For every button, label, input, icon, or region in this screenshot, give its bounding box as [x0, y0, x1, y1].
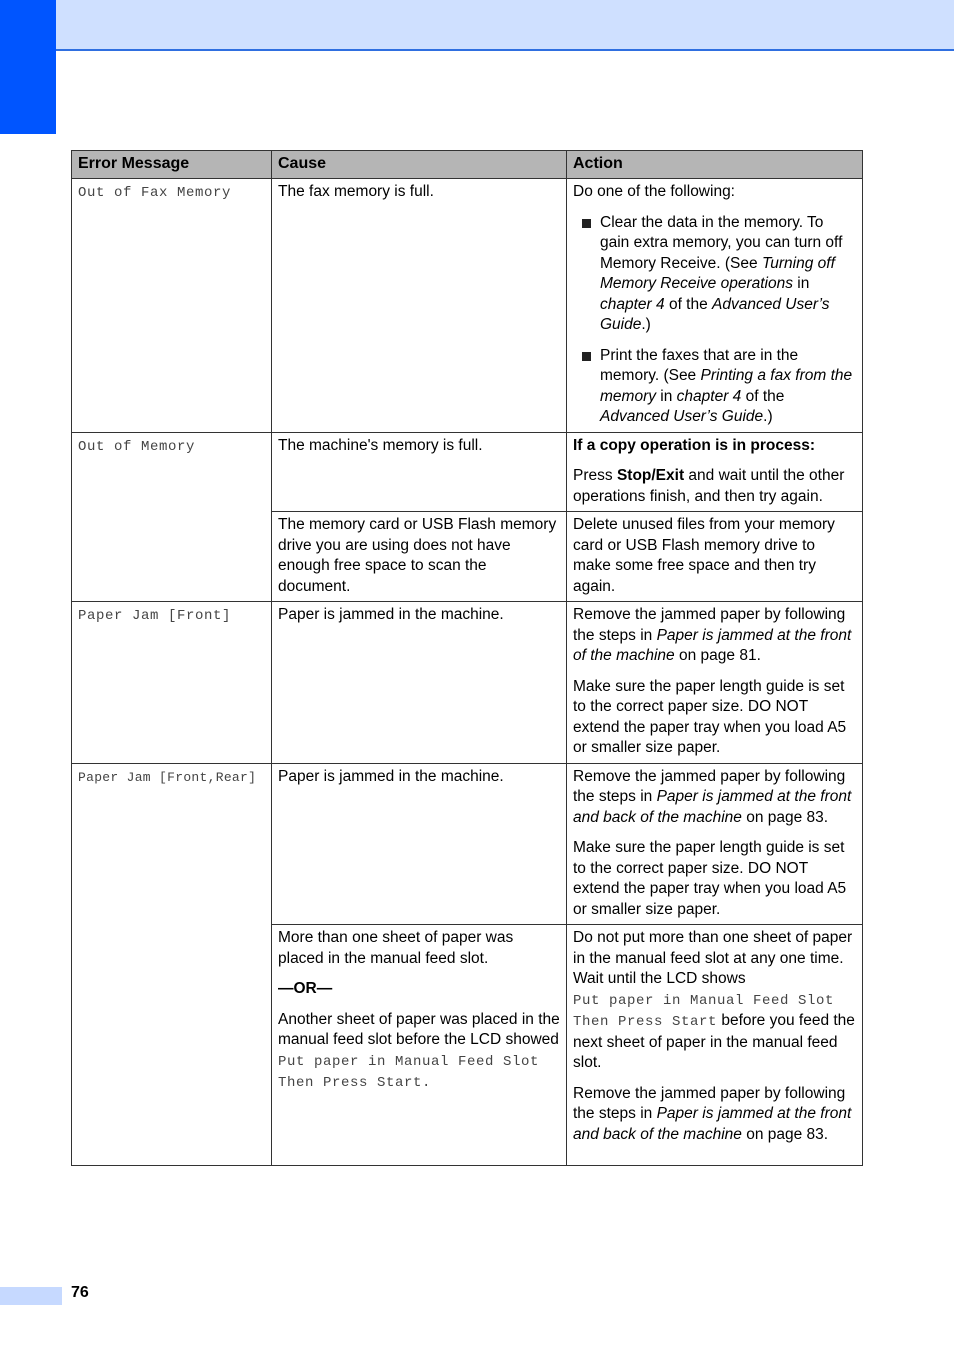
action-text: Remove the jammed paper by following the steps in Paper is jammed at the front and back of the machine on page 83.	[573, 767, 852, 826]
page-number: 76	[71, 1284, 89, 1301]
table-row	[72, 602, 863, 764]
or-separator: —OR—	[278, 980, 333, 997]
cause-cell	[272, 925, 567, 1166]
action-cell	[567, 925, 863, 1166]
reference-link-text: Printing a fax from the memory	[600, 367, 853, 405]
table-header-row	[72, 151, 863, 179]
action-text: Press Stop/Exit and wait until the other operations finish, and then try again.	[573, 467, 845, 505]
cause-text: Another sheet of paper was placed in the manual feed slot before the LCD showed Put paper in Manual Feed Slot Then Press Start.	[278, 1010, 560, 1091]
action-intro: Do one of the following:	[573, 183, 735, 200]
table-row	[72, 179, 863, 433]
cause-cell: Paper is jammed in the machine.	[272, 763, 567, 925]
lcd-message: Then Press Start.	[278, 1075, 432, 1091]
list-item: Print the faxes that are in the memory. (See Printing a fax from the memory in chapter 4 of the Advanced User’s Guide.)	[573, 346, 856, 428]
action-text: Do not put more than one sheet of paper in the manual feed slot at any one time. Wait until the LCD shows Put paper in Manual Feed Slot Then Press Start before you feed the next sheet of paper in the manual feed slot.	[573, 929, 855, 1071]
error-message-text: Paper Jam [Front,Rear]	[78, 769, 257, 785]
error-message-text: Paper Jam [Front]	[78, 608, 232, 624]
error-message-cell	[72, 179, 272, 433]
cause-cell: The memory card or USB Flash memory drive you are using does not have enough free space to scan the document.	[272, 512, 567, 602]
action-bullet-list	[573, 213, 856, 428]
cause-text: More than one sheet of paper was placed in the manual feed slot.	[278, 929, 514, 967]
table-row	[72, 432, 863, 512]
header-band	[0, 0, 954, 51]
error-message-text: Out of Fax Memory	[78, 185, 232, 201]
action-text: Remove the jammed paper by following the steps in Paper is jammed at the front of the machine on page 81.	[573, 606, 852, 664]
action-cell	[567, 432, 863, 512]
action-text: Make sure the paper length guide is set to the correct paper size. DO NOT extend the paper tray when you load A5 or smaller size paper.	[573, 677, 847, 756]
action-text: Remove the jammed paper by following the steps in Paper is jammed at the front and back of the machine on page 83.	[573, 1084, 852, 1143]
reference-link-text: Turning off Memory Receive operations	[600, 254, 835, 292]
action-cell	[567, 602, 863, 764]
lcd-message: Then Press Start	[573, 1014, 718, 1030]
action-cell: Delete unused files from your memory card or USB Flash memory drive to make some free space and then try again.	[567, 512, 863, 602]
cause-cell: The fax memory is full.	[272, 179, 567, 433]
header-error-message: Error Message	[72, 151, 272, 179]
lcd-message: Put paper in Manual Feed Slot	[573, 992, 835, 1009]
error-message-cell	[72, 602, 272, 764]
error-message-text: Out of Memory	[78, 438, 196, 455]
header-cause: Cause	[272, 151, 567, 179]
action-heading: If a copy operation is in process:	[573, 436, 816, 454]
action-cell	[567, 763, 863, 925]
reference-link-text: Paper is jammed at the front and back of the machine	[573, 1105, 852, 1143]
error-message-cell	[72, 763, 272, 1166]
header-action: Action	[567, 151, 863, 179]
chapter-tab	[0, 0, 56, 134]
lcd-message: Put paper in Manual Feed Slot	[278, 1053, 540, 1070]
error-message-table	[71, 150, 863, 1166]
table-row	[72, 763, 863, 925]
cause-cell: Paper is jammed in the machine.	[272, 602, 567, 764]
cause-cell: The machine's memory is full.	[272, 432, 567, 512]
footer-band	[0, 1287, 62, 1305]
reference-link-text: Paper is jammed at the front of the machine	[573, 626, 852, 664]
stop-exit-key-label: Stop/Exit	[616, 467, 685, 484]
error-message-cell	[72, 432, 272, 602]
action-cell	[567, 179, 863, 433]
action-text: Make sure the paper length guide is set to the correct paper size. DO NOT extend the paper tray when you load A5 or smaller size paper.	[573, 839, 847, 918]
list-item: Clear the data in the memory. To gain extra memory, you can turn off Memory Receive. (See Turning off Memory Receive operations in chapter 4 of the Advanced User’s Guide.)	[573, 213, 856, 336]
reference-link-text: Paper is jammed at the front and back of the machine	[573, 788, 852, 826]
